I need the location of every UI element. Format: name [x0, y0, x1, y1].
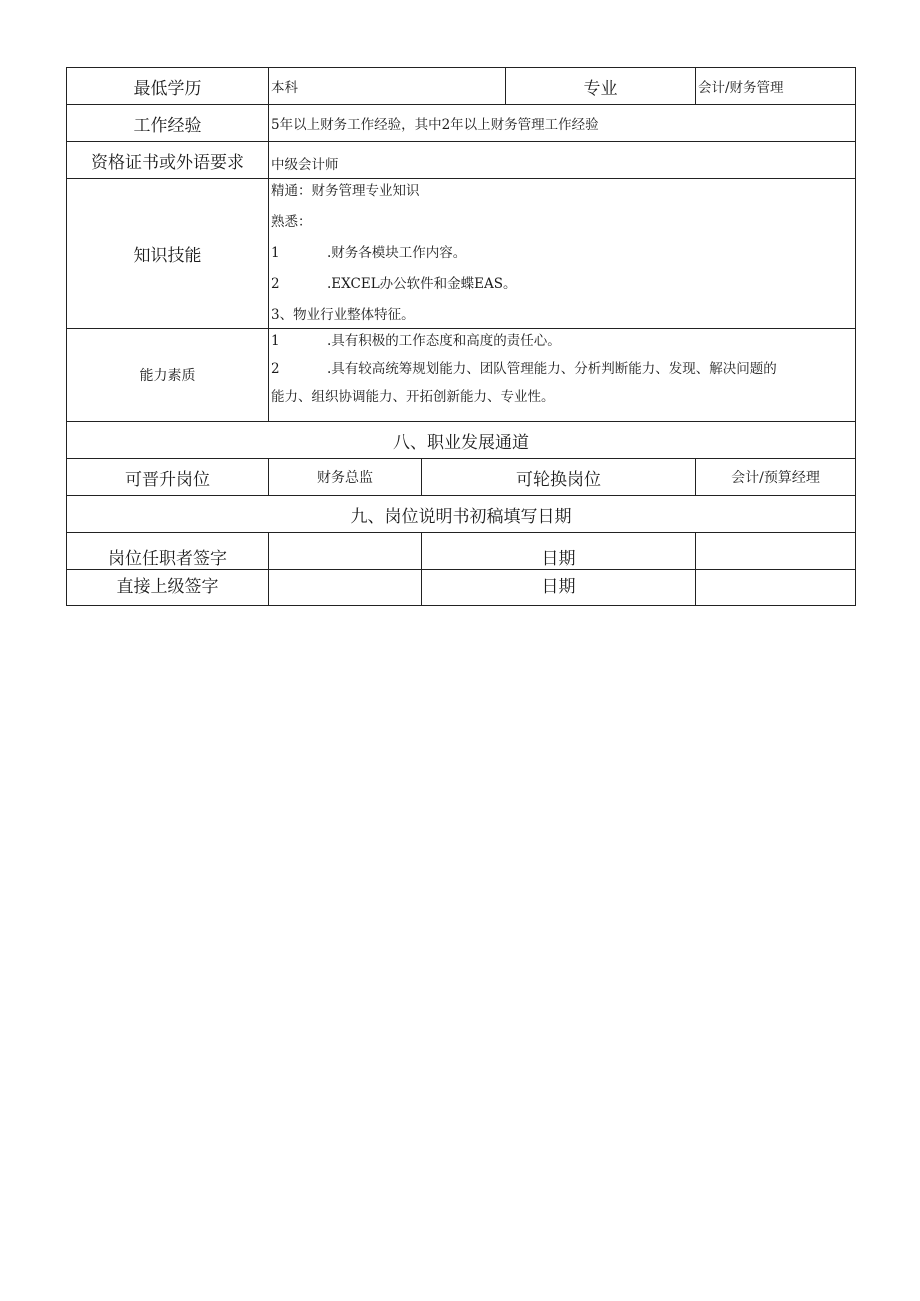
- career-section-title: 八、职业发展通道: [67, 422, 856, 459]
- ability-line-text: .具有较高统筹规划能力、团队管理能力、分析判断能力、发现、解决问题的: [327, 361, 777, 377]
- knowledge-line: [271, 306, 853, 324]
- supervisor-date-label: 日期: [422, 570, 696, 606]
- major-label: 专业: [506, 68, 696, 105]
- supervisor-sign-field[interactable]: [269, 570, 422, 606]
- ability-content: [269, 329, 856, 422]
- education-row: [67, 68, 856, 105]
- knowledge-line-number: 2: [271, 276, 280, 292]
- sign-section-title: 九、岗位说明书初稿填写日期: [67, 496, 856, 533]
- ability-row: [67, 329, 856, 422]
- ability-line-number: 1: [271, 333, 280, 349]
- knowledge-line-text: .EXCEL办公软件和金蝶EAS。: [327, 276, 517, 292]
- holder-date-label: 日期: [422, 533, 696, 570]
- knowledge-line: [271, 182, 853, 200]
- rotate-label: 可轮换岗位: [422, 459, 696, 496]
- supervisor-sign-label: 直接上级签字: [67, 570, 269, 606]
- ability-line: [271, 388, 853, 406]
- ability-line-text: .具有积极的工作态度和高度的责任心。: [327, 333, 561, 349]
- education-label: 最低学历: [67, 68, 269, 105]
- knowledge-line-number: 1: [271, 245, 280, 261]
- knowledge-line-text: 精通：财务管理专业知识: [271, 183, 420, 199]
- ability-line-number: 2: [271, 361, 280, 377]
- promote-label: 可晋升岗位: [67, 459, 269, 496]
- knowledge-line: [271, 275, 853, 293]
- education-value: 本科: [269, 68, 506, 105]
- rotate-value: 会计/预算经理: [696, 459, 856, 496]
- career-section-row: [67, 422, 856, 459]
- career-row: [67, 459, 856, 496]
- holder-sign-label: 岗位任职者签字: [67, 533, 269, 570]
- supervisor-date-field[interactable]: [696, 570, 856, 606]
- job-description-table: [66, 67, 856, 606]
- ability-label: 能力素质: [67, 329, 269, 422]
- major-value: 会计/财务管理: [696, 68, 856, 105]
- promote-value: 财务总监: [269, 459, 422, 496]
- certificate-label: 资格证书或外语要求: [67, 142, 269, 179]
- knowledge-line-text: 3、物业行业整体特征。: [271, 307, 415, 323]
- knowledge-label: 知识技能: [67, 179, 269, 329]
- knowledge-line: [271, 244, 853, 262]
- knowledge-row: [67, 179, 856, 329]
- experience-label: 工作经验: [67, 105, 269, 142]
- experience-value: 5年以上财务工作经验，其中2年以上财务管理工作经验: [269, 105, 856, 142]
- holder-sign-field[interactable]: [269, 533, 422, 570]
- experience-row: [67, 105, 856, 142]
- certificate-value: 中级会计师: [269, 142, 856, 179]
- certificate-row: [67, 142, 856, 179]
- supervisor-sign-row: [67, 570, 856, 606]
- ability-line: [271, 360, 853, 378]
- knowledge-line-text: .财务各模块工作内容。: [327, 245, 467, 261]
- holder-sign-row: [67, 533, 856, 570]
- holder-date-field[interactable]: [696, 533, 856, 570]
- knowledge-content: [269, 179, 856, 329]
- knowledge-line-text: 熟悉：: [271, 214, 312, 230]
- ability-line-text: 能力、组织协调能力、开拓创新能力、专业性。: [271, 389, 555, 405]
- ability-line: [271, 332, 853, 350]
- sign-section-row: [67, 496, 856, 533]
- knowledge-line: [271, 213, 853, 231]
